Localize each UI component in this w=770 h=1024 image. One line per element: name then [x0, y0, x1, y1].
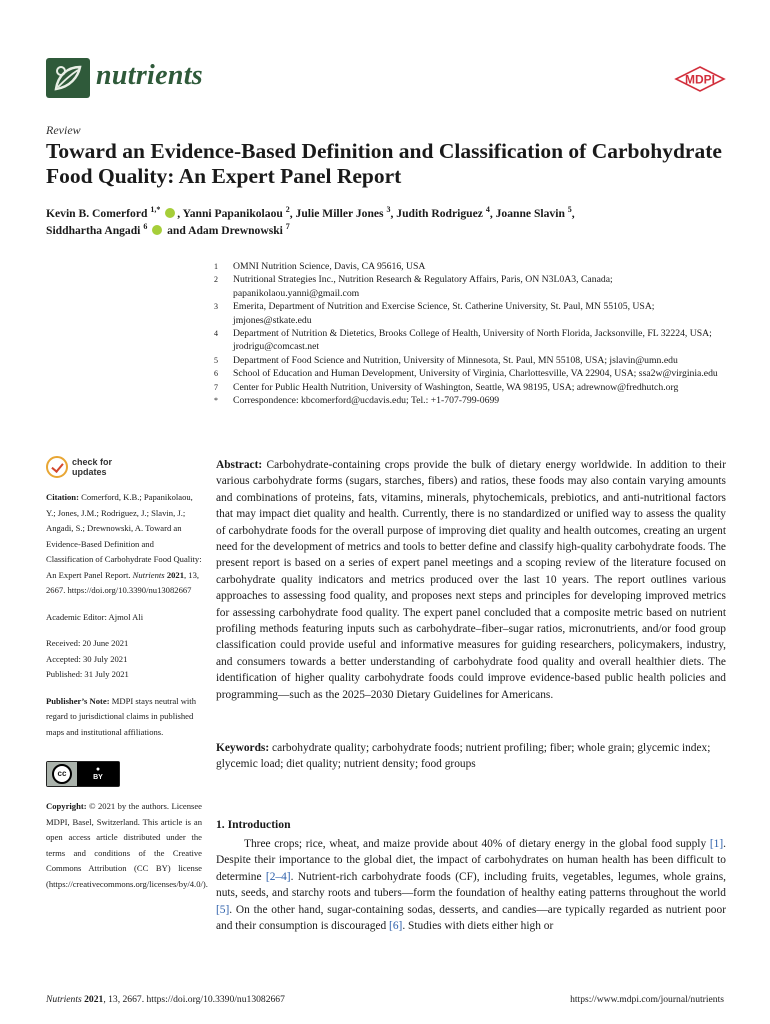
author-sup: 6: [143, 222, 148, 231]
abstract-label: Abstract:: [216, 459, 263, 471]
received-date: Received: 20 June 2021: [46, 638, 129, 648]
journal-header: [46, 54, 726, 102]
affiliation-item: 5 Department of Food Science and Nutrition, University of Minnesota, St. Paul, MN 55108, USA; jslavin@umn.edu: [214, 354, 678, 366]
orcid-icon[interactable]: [152, 225, 162, 235]
citation-link[interactable]: [2–4]: [265, 870, 291, 883]
publisher-note: Publisher’s Note: MDPI stays neutral with regard to jurisdictional claims in published maps and institutional affiliations.: [46, 695, 196, 737]
check-updates-icon: [46, 456, 68, 478]
author-name: Kevin B. Comerford: [46, 207, 148, 220]
article-title: Toward an Evidence-Based Definition and Classification of Carbohydrate Food Quality: An Expert Panel Report: [46, 139, 722, 188]
author-sup: 5: [567, 205, 572, 214]
mdpi-logo-icon: [674, 66, 726, 97]
dates-block: [46, 636, 202, 683]
check-updates-label: check for: [72, 457, 113, 467]
affiliation-item: 7 Center for Public Health Nutrition, University of Washington, Seattle, WA 98195, USA; adrewnow@fredhutch.org: [214, 381, 679, 393]
author-sup: 1,*: [150, 205, 161, 214]
check-for-updates-button[interactable]: [46, 456, 202, 478]
author-name: Joanne Slavin: [495, 207, 565, 220]
citation-link[interactable]: [5]: [216, 903, 230, 916]
author-name: Siddhartha Angadi: [46, 224, 141, 237]
author-sup: 7: [285, 222, 290, 231]
author-name: Yanni Papanikolaou: [182, 207, 283, 220]
orcid-icon[interactable]: [165, 208, 175, 218]
check-updates-label: updates: [72, 467, 107, 477]
published-date: Published: 31 July 2021: [46, 669, 129, 679]
correspondence: * Correspondence: kbcomerford@ucdavis.edu; Tel.: +1-707-799-0699: [214, 395, 500, 407]
cc-by-license-icon[interactable]: cc ● BY: [46, 761, 120, 787]
sidebar: [46, 456, 208, 892]
section-heading: 1. Introduction: [216, 818, 291, 831]
keywords-label: Keywords:: [216, 742, 270, 754]
author-name: Judith Rodriguez: [396, 207, 483, 220]
author-sup: 3: [386, 205, 391, 214]
author-name: Julie Miller Jones: [295, 207, 384, 220]
author-sup: 2: [285, 205, 290, 214]
affiliation-item: 1 OMNI Nutrition Science, Davis, CA 95616, USA: [214, 261, 426, 272]
author-sup: 4: [485, 205, 490, 214]
author-name: Adam Drewnowski: [188, 224, 283, 237]
article-type: Review: [46, 123, 81, 137]
journal-name: nutrients: [96, 60, 203, 91]
publisher-name: MDPI: [685, 72, 715, 87]
copyright-block: Copyright: © 2021 by the authors. Licensee MDPI, Basel, Switzerland. This article is an open access article distributed under the terms and conditions of the Creative Commons Attribution (CC BY) license (https://creativecommons.org/licenses/by/4.0/).: [46, 801, 208, 889]
abstract: [216, 457, 726, 703]
accepted-date: Accepted: 30 July 2021: [46, 653, 128, 664]
affiliation-item: 6 School of Education and Human Development, University of Virginia, Charlottesville, VA 22904, USA; ssa2w@virginia.edu: [214, 368, 718, 380]
keywords-text: carbohydrate quality; carbohydrate foods; nutrient profiling; fiber; whole grain; glycemic index; glycemic load; diet quality; nutrient density; food groups: [216, 742, 711, 771]
affiliation-item: 3 Emerita, Department of Nutrition and Exercise Science, St. Catherine University, St. Paul, MN 55105, USA; jmjones@stkate.edu: [214, 301, 655, 326]
affiliation-item: 4 Department of Nutrition & Dietetics, Brooks College of Health, University of North Florida, Jacksonville, FL 32224, USA; jrodrigu@comcast.net: [214, 328, 712, 353]
footer-citation: Nutrients 2021, 13, 2667. https://doi.org/10.3390/nu13082667: [46, 994, 285, 1005]
academic-editor: Academic Editor: Ajmol Ali: [46, 611, 144, 622]
intro-paragraph: Three crops; rice, wheat, and maize provide about 40% of dietary energy in the global food supply [1]. Despite their importance to the global diet, the impact of carbohydrates on human health has been difficult to determine [2–4]. Nutrient-rich carbohydrate foods (CF), including fruits, vegetables, legumes, whole grains, nuts, seeds, and starchy roots and tubers—form the foundation of healthy eating patterns throughout the world [5]. On the other hand, sugar-containing sodas, desserts, and candies—are typically regarded as nutrient poor and their consumption is discouraged [6]. Studies with diets either high or: [216, 838, 726, 933]
affiliation-item: 2 Nutritional Strategies Inc., Nutrition Research & Regulatory Affairs, Paris, ON N3L0A3, Canada; papanikolaou.yanni@gmail.com: [214, 274, 613, 299]
citation-block: Citation: Comerford, K.B.; Papanikolaou, Y.; Jones, J.M.; Rodriguez, J.; Slavin, J.; Angadi, S.; Drewnowski, A. Toward an Evidence-Based Definition and Classification of Carbohydrate Food Quality: An Expert Panel Report. Nutrients 2021, 13, 2667. https://doi.org/10.3390/nu13082667: [46, 492, 202, 595]
author-list: Kevin B. Comerford $^{1,*}$ , Yanni Papanikolaou $^2$, Julie Miller Jones $^3$, Judith Rodriguez $^4$, Joanne Slavin $^5$, Siddhartha Angadi $^6$ and Adam Drewnowski $^7$: [46, 205, 575, 237]
citation-link[interactable]: [6]: [389, 920, 403, 933]
keywords: [216, 740, 726, 773]
affiliation-list: [214, 260, 734, 407]
citation-link[interactable]: [1]: [709, 838, 724, 850]
footer-journal-link[interactable]: https://www.mdpi.com/journal/nutrients: [570, 994, 724, 1005]
journal-logo-icon: [46, 58, 90, 98]
abstract-text: Carbohydrate-containing crops provide the bulk of dietary energy worldwide. In addition to their various carbohydrate forms (sugars, starches, fibers) and ratios, these foods may also contain varying amounts and combinations of proteins, fats, vitamins, minerals, phytochemicals, prebiotics, and anti-nutritional factors that may impact diet quality and health. Currently, there is no standardized or unified way to assess the quality of carbohydrate foods for the overall purpose of improving diet quality and health outcomes, creating an urgent need for the development of metrics and tools to better define and classify high-quality carbohydrate foods. The present report is based on a series of expert panel meetings and a scoping review of the literature focused on carbohydrate quality indicators and metrics produced over the last 10 years. The report outlines various approaches to assessing food quality, and proposes next steps and principles for developing improved metrics for assessing carbohydrate food quality. The expert panel concluded that a composite metric based on nutrient profiling methods featuring inputs such as carbohydrate–fiber–sugar ratios, micronutrients, and/or food group classification could provide useful and informative measures for guiding researchers, policymakers, industry, and consumers towards a better understanding of carbohydrate food quality and overall healthier diets. The identification of higher quality carbohydrate foods could improve evidence-based public health policies and programming—such as the 2025–2030 Dietary Guidelines for Americans.: [216, 459, 727, 701]
